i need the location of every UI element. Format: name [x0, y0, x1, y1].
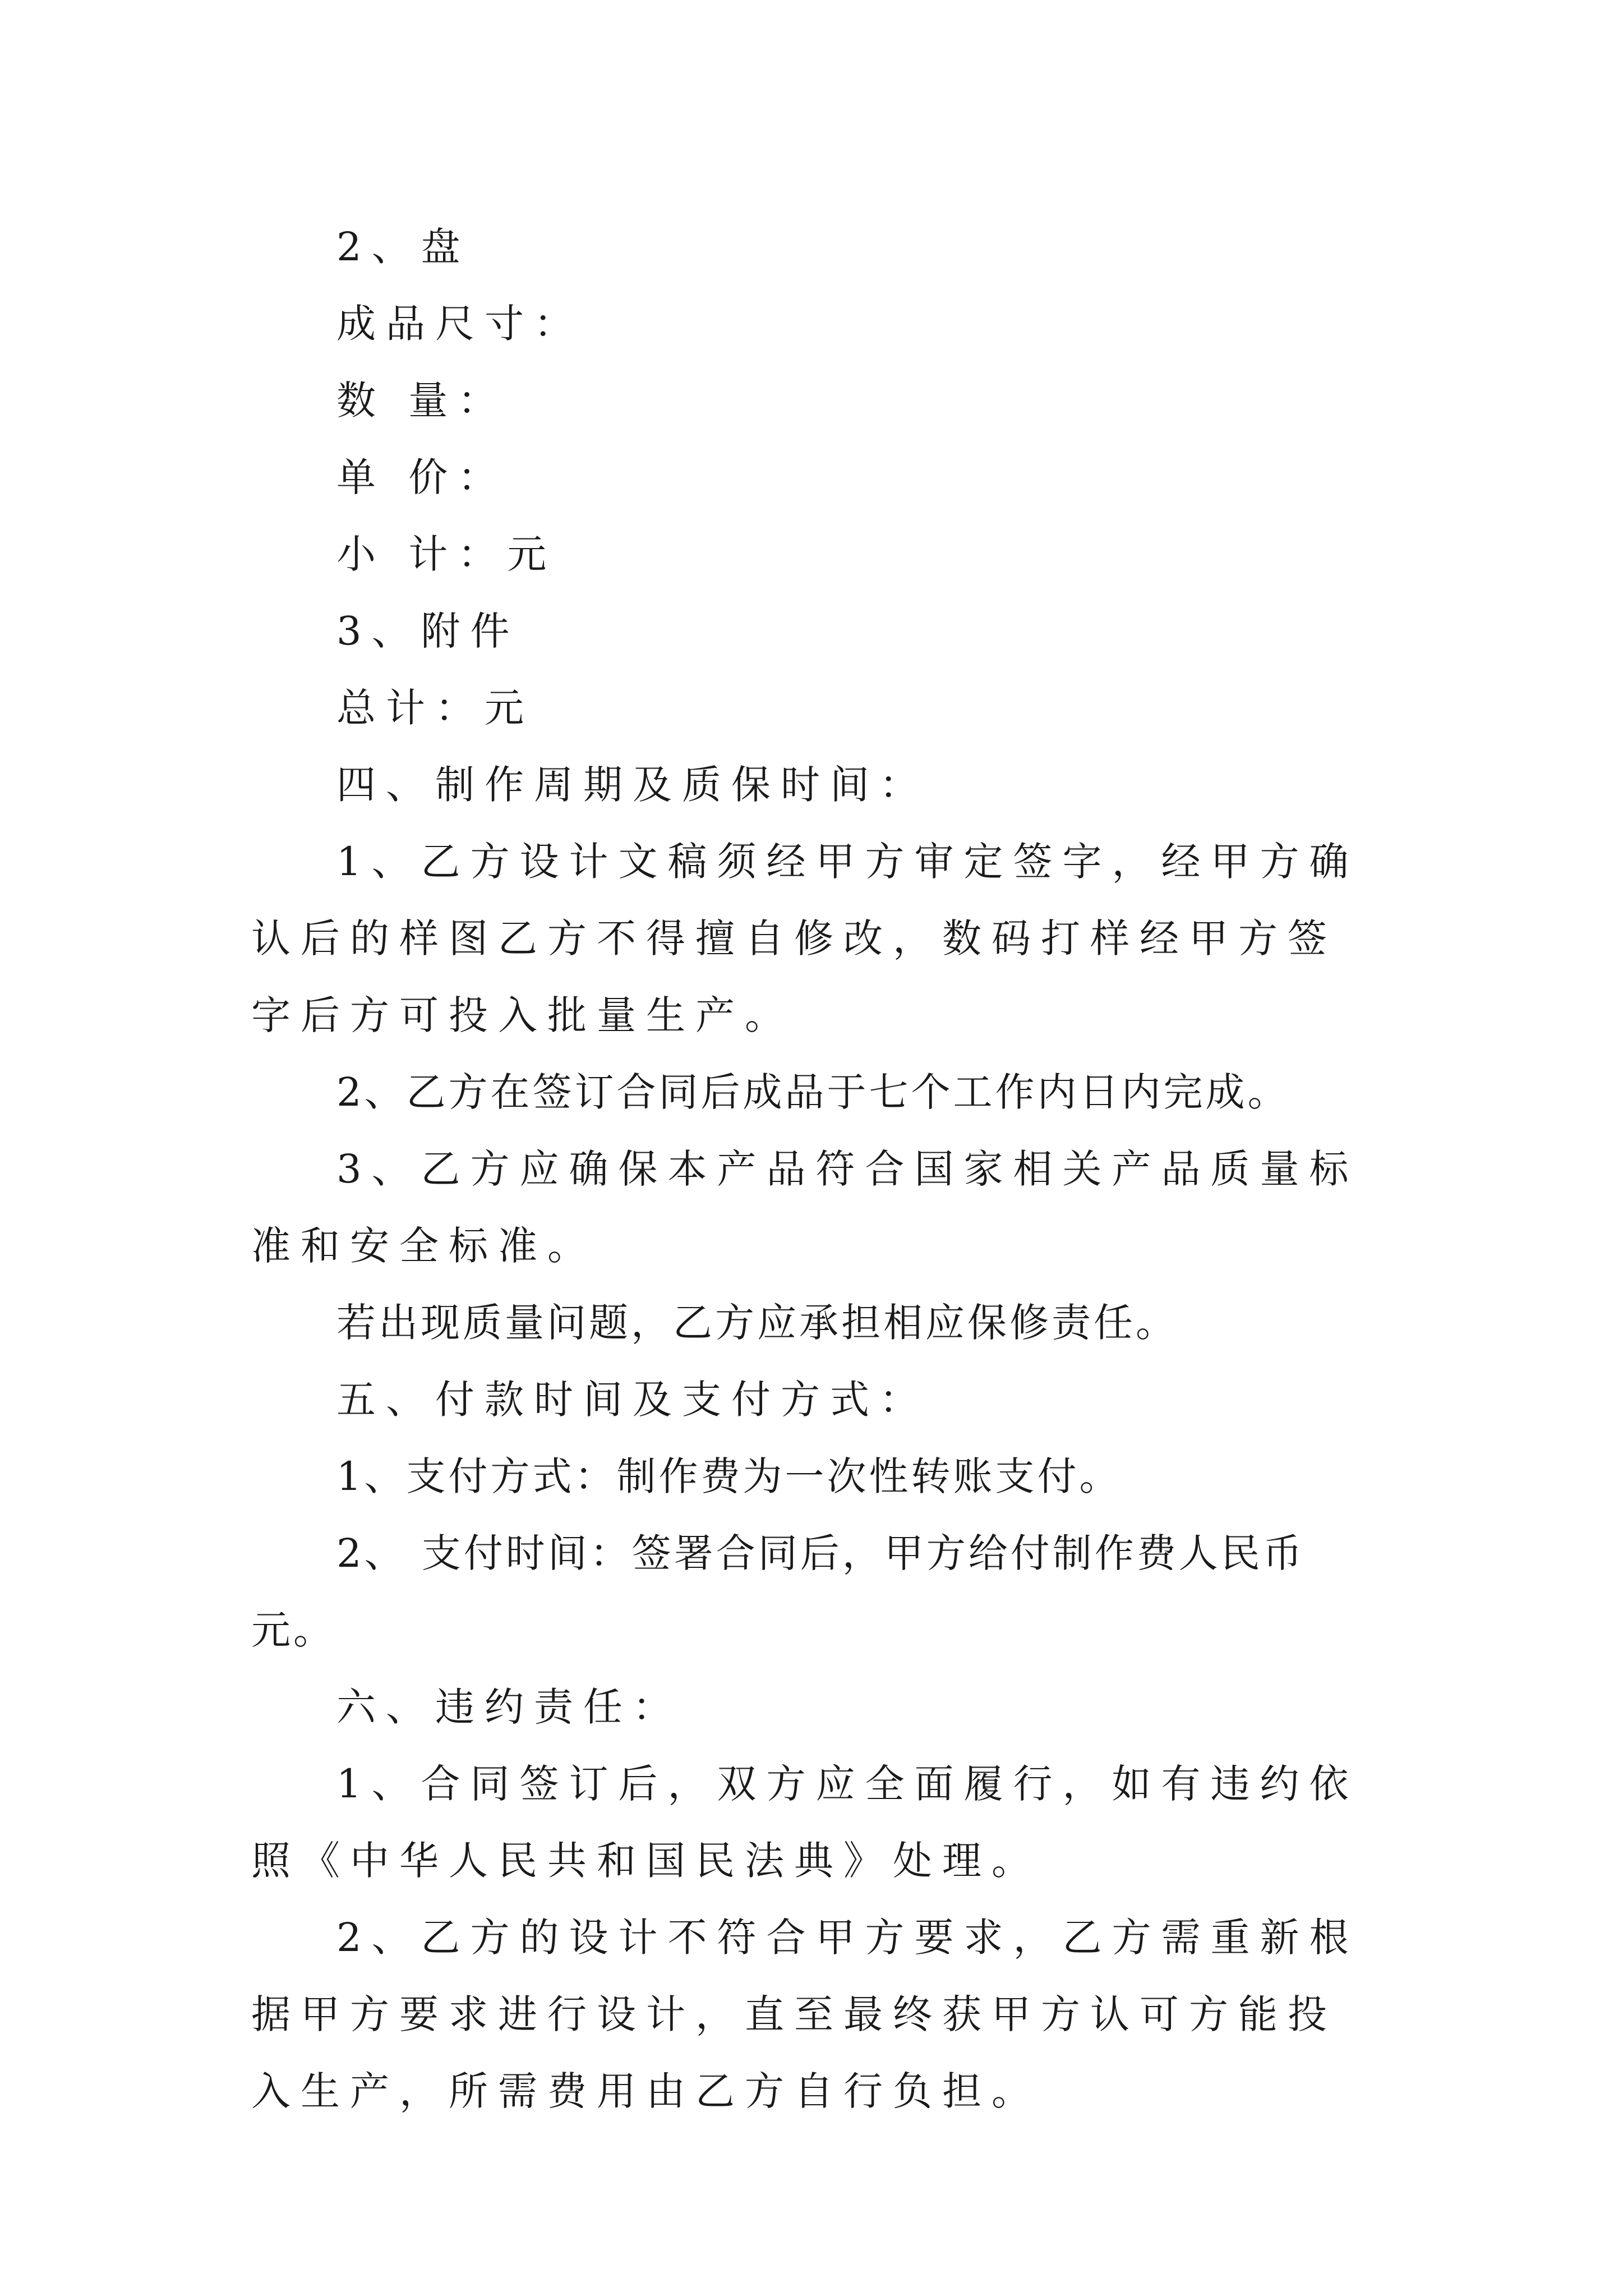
clause-6-2: 2、乙方的设计不符合甲方要求，乙方需重新根据甲方要求进行设计，直至最终获甲方认可方能投入生产，所需费用由乙方自行负担。 — [251, 1915, 1359, 2114]
quantity-field: 数 量： — [336, 378, 508, 424]
clause-4-1: 1、乙方设计文稿须经甲方审定签字，经甲方确认后的样图乙方不得擅自修改，数码打样经甲方签字后方可投入批量生产。 — [251, 839, 1359, 1038]
item-plate: 2、盘 — [336, 224, 471, 270]
section-heading-liability: 六、违约责任： — [336, 1684, 682, 1730]
clause-4-quality-note: 若出现质量问题，乙方应承担相应保修责任。 — [336, 1300, 1178, 1346]
section-heading-production-warranty: 四、制作周期及质保时间： — [336, 762, 929, 808]
item-accessories: 3、附件 — [336, 608, 520, 654]
unit-price-field: 单 价： — [336, 454, 508, 500]
total-field: 总计：元 — [336, 685, 534, 731]
clause-5-2: 2、 支付时间：签署合同后，甲方给付制作费人民币元。 — [251, 1530, 1305, 1653]
clause-4-2: 2、乙方在签订合同后成品于七个工作内日内完成。 — [336, 1069, 1290, 1115]
section-heading-payment: 五、付款时间及支付方式： — [336, 1377, 929, 1423]
clause-5-1: 1、支付方式：制作费为一次性转账支付。 — [336, 1453, 1122, 1499]
clause-6-1: 1、合同签订后，双方应全面履行，如有违约依照《中华人民共和国民法典》处理。 — [251, 1761, 1359, 1884]
finished-size-field: 成品尺寸： — [336, 301, 583, 347]
clause-4-3: 3、乙方应确保本产品符合国家相关产品质量标准和安全标准。 — [251, 1146, 1359, 1269]
document-body — [251, 209, 1384, 2130]
subtotal-field: 小 计：元 — [336, 531, 557, 577]
